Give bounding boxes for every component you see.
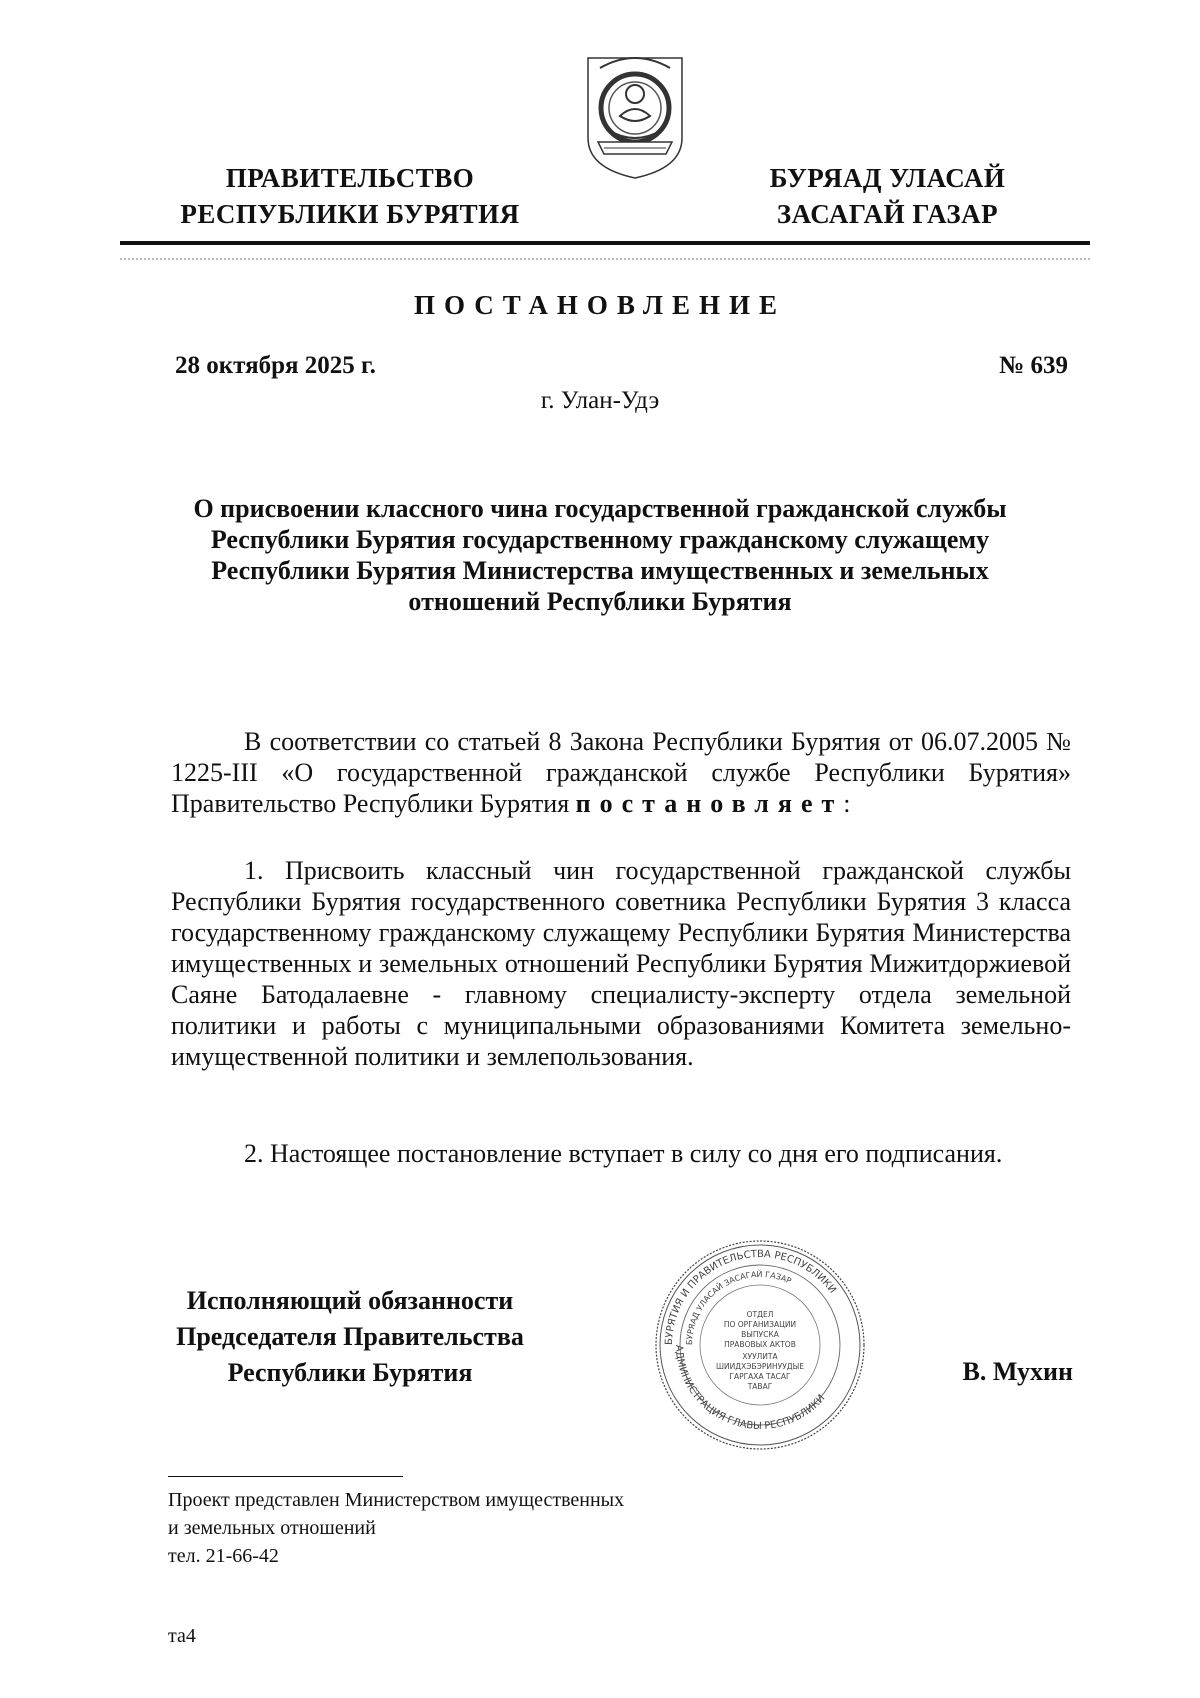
stamp-center-line: ВЫПУСКА (741, 1330, 779, 1339)
republic-emblem-icon (580, 50, 690, 182)
stamp-center-line: ПО ОРГАНИЗАЦИИ (723, 1320, 797, 1329)
government-name-russian (150, 160, 550, 232)
footnote (168, 1486, 624, 1570)
clause-1: 1. Присвоить классный чин государственной гражданской службы Республики Бурятия государственного советника Республики Бурятия 3 класса государственному гражданскому служащему Республики Бурятия Министерства имущественных и земельных отношений Республики Бурятия Мижитдоржиевой Саяне Батодалаевне - главному специалисту-эксперту отдела земельной политики и работы с муниципальными образованиями Комитета земельно-имущественной политики и землепользования. (171, 856, 1071, 1071)
header-divider (120, 241, 1090, 245)
preamble-text: В соответствии со статьей 8 Закона Республики Бурятия от 06.07.2005 № 1225-III «О государственной гражданской службе Республики Бурятия» Правительство Республики Бурятия (171, 727, 1071, 818)
document-date: 28 октября 2025 г. (175, 352, 376, 379)
document-city: г. Улан-Удэ (540, 387, 660, 414)
signatory-position (140, 1283, 560, 1391)
footnote-line: тел. 21-66-42 (168, 1545, 279, 1567)
stamp-center-line: ХУУЛИТА (742, 1352, 778, 1361)
stamp-center-line: ШИИДХЭБЭРИНУУДЫЕ (716, 1362, 804, 1371)
stamp-inner-top: БУРЯАД УЛАСАЙ ЗАСАГАЙ ГАЗАР (684, 1269, 793, 1346)
signatory-position-line: Республики Бурятия (227, 1358, 473, 1387)
footnote-rule (168, 1476, 403, 1477)
clause-2: 2. Настоящее постановление вступает в силу со дня его подписания. (244, 1139, 1003, 1168)
stamp-center-line: ТАВАГ (747, 1382, 773, 1391)
preamble-paragraph (171, 726, 1071, 819)
signatory-position-line: Председателя Правительства (176, 1322, 524, 1351)
header-divider-dotted (120, 258, 1090, 260)
document-title: ПОСТАНОВЛЕНИЕ (413, 290, 787, 320)
government-name-line: БУРЯАД УЛАСАЙ (769, 163, 1006, 193)
government-name-line: ЗАСАГАЙ ГАЗАР (776, 199, 999, 229)
document-number: № 639 (999, 352, 1068, 379)
stamp-center-line: ОТДЕЛ (746, 1310, 774, 1319)
stamp-center-line: ПРАВОВЫХ АКТОВ (724, 1340, 796, 1349)
government-name-buryat (745, 160, 1030, 232)
government-name-line: РЕСПУБЛИКИ БУРЯТИЯ (180, 199, 520, 229)
stamp-center-line: ГАРГАХА ТАСАГ (729, 1372, 791, 1381)
decree-word: постановляет (575, 789, 844, 818)
decree-colon: : (843, 789, 851, 818)
footnote-line: Проект представлен Министерством имущественных (168, 1489, 625, 1511)
document-subject: О присвоении классного чина государственной гражданской службы Республики Бурятия государственному гражданскому служащему Республики Бурятия Министерства имущественных и земельных отношений Республики Бурятия (193, 494, 1007, 616)
signatory-position-line: Исполняющий обязанности (186, 1286, 514, 1315)
government-name-line: ПРАВИТЕЛЬСТВО (225, 163, 475, 193)
stamp-outer-top: БУРЯТИЯ И ПРАВИТЕЛЬСТВА РЕСПУБЛИКИ (663, 1248, 838, 1346)
stamp-outer-bottom: АДМИНИСТРАЦИЯ ГЛАВЫ РЕСПУБЛИКИ (672, 1344, 828, 1433)
signatory-name: В. Мухин (962, 1357, 1073, 1386)
footnote-line: и земельных отношений (168, 1517, 376, 1539)
official-stamp (650, 1235, 870, 1455)
document-code: та4 (168, 1625, 196, 1647)
